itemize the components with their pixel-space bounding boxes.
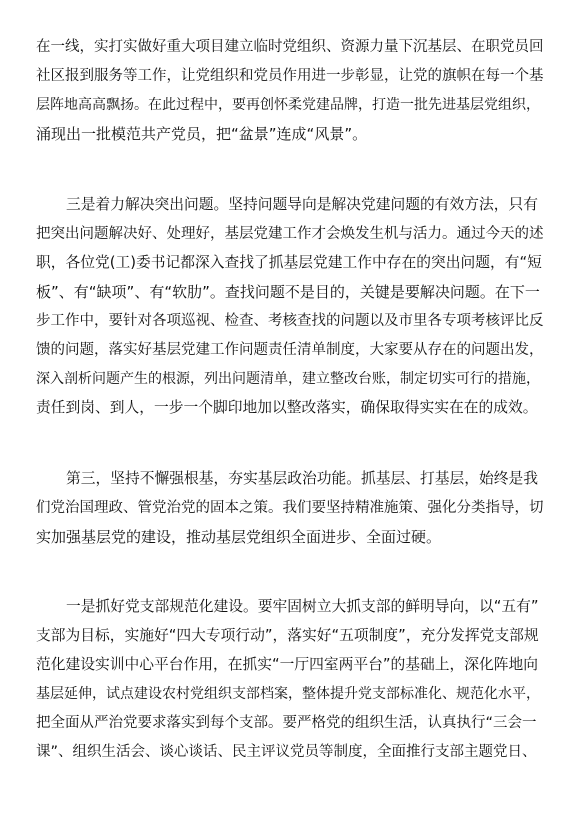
text-line: 课”、组织生活会、谈心谈话、民主评议党员等制度，全面推行支部主题党日、	[36, 744, 537, 760]
text-line: 板”、有“缺项”、有“软肋”。查找问题不是目的，关键是要解决问题。在下一	[36, 283, 540, 301]
text-line: 把全面从严治党要求落实到每个支部。要严格党的组织生活，认真执行“三会一	[36, 715, 537, 731]
text-line: 责任到岗、到人，一步一个脚印地加以整改落实，确保取得实实在在的成效。	[36, 399, 538, 416]
text-line: 支部为目标，实施好“四大专项行动”，落实好“五项制度”，充分发挥党支部规	[36, 627, 539, 644]
text-line: 基层延伸，试点建设农村党组织支部档案，整体提升党支部标准化、规范化水平，	[36, 686, 540, 702]
text-line: 社区报到服务等工作，让党组织和党员作用进一步彰显，让党的旗帜在每一个基	[36, 68, 544, 84]
text-line: 馈的问题，落实好基层党建工作问题责任清单制度，大家要从存在的问题出发，	[36, 342, 544, 358]
text-line: 一是抓好党支部规范化建设。要牢固树立大抓支部的鲜明导向，以“五有”	[66, 598, 539, 615]
text-line: 在一线，实打实做好重大项目建立临时党组织、资源力量下沉基层、在职党员回	[36, 39, 544, 55]
text-line: 范化建设实训中心平台作用，在抓实“一厅四室两平台”的基础上，深化阵地向	[36, 656, 539, 673]
text-line: 三是着力解决突出问题。坚持问题导向是解决党建问题的有效方法，只有	[66, 196, 538, 213]
text-line: 把突出问题解决好、处理好，基层党建工作才会焕发生机与活力。通过今天的述	[36, 226, 544, 242]
text-line: 涌现出一批模范共产党员，把“盆景”连成“风景”。	[36, 125, 368, 143]
text-line: 第三，坚持不懈强根基，夯实基层政治功能。抓基层、打基层，始终是我	[66, 470, 538, 487]
text-line: 实加强基层党的建设，推动基层党组织全面进步、全面过硬。	[36, 528, 442, 546]
text-line: 步工作中，要针对各项巡视、检查、考核查找的问题以及市里各专项考核评比反	[36, 313, 544, 329]
text-line: 层阵地高高飘扬。在此过程中，要再创怀柔党建品牌，打造一批先进基层党组织，	[36, 97, 540, 113]
text-line: 职，各位党(工)委书记都深入查找了抓基层党建工作中存在的突出问题，有“短	[36, 254, 542, 271]
text-line: 深入剖析问题产生的根源，列出问题清单，建立整改台账，制定切实可行的措施，	[36, 371, 540, 387]
text-line: 们党治国理政、管党治党的固本之策。我们要坚持精准施策、强化分类指导，切	[36, 500, 544, 516]
